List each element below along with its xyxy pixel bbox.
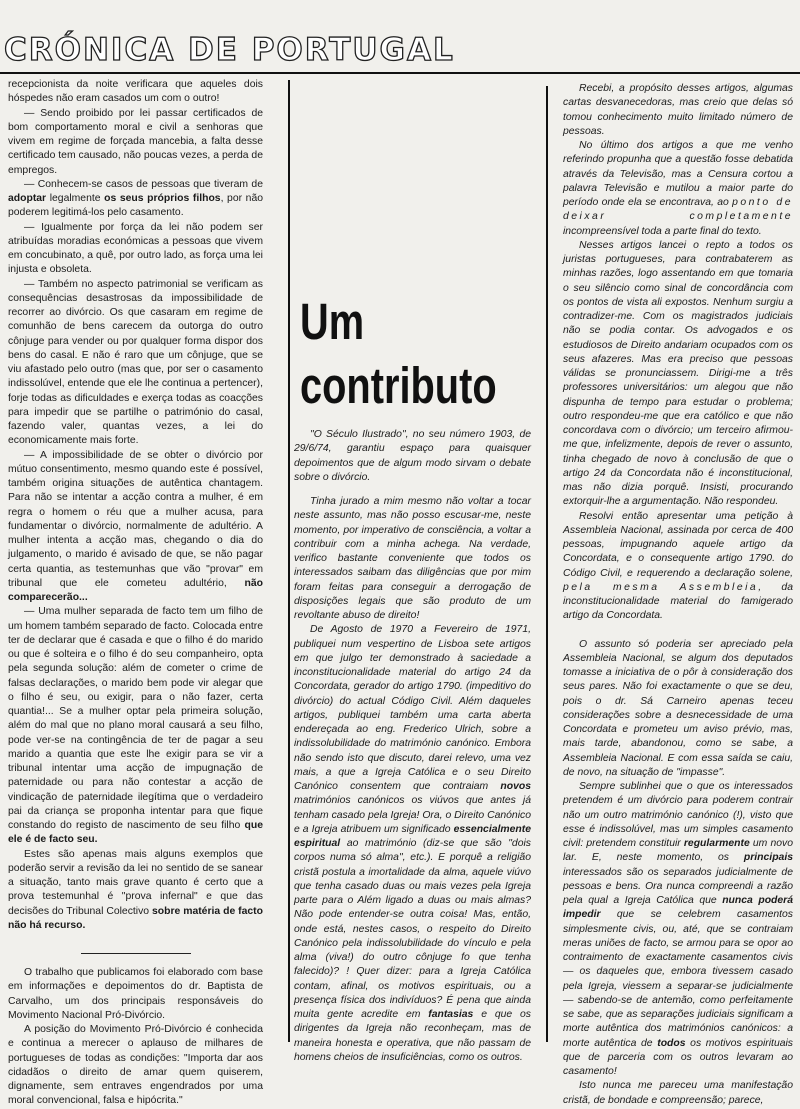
column-divider-right: [546, 86, 548, 1042]
paragraph: De Agosto de 1970 a Fevereiro de 1971, publiquei num vespertino de Lisboa sete artigos em que julgo ter demonstrado à saciedade a inconstitucionalidade material do artigo 24 da Concordata, gerador do artigo 1790. (impeditivo do divórcio) do actual Código Civil. Além daqueles artigos, publiquei também uma carta aberta endereçada ao eng. Frederico Ulrich, sobre a indissolubilidade do matrimónio canónico. Embora não sendo isto que discuto, darei relevo, uma vez mais, a que a Igreja Católica e o seu Direito Canónico consentem que contraiam novos matrimónios canónicos os viúvos que antes já tenham casado pela Igreja! Ora, o Direito Canónico e a Igreja atribuem um significado essencialmente espiritual ao matrimónio (diz-se que são "dois corpos numa só alma", etc.). E porquê a religião cristã postula a imortalidade da alma, aquele viúvo que tenha casado duas ou mais vezes pela Igreja parte para o Além ligado a duas ou mais almas? Não pode entender-se outra coisa! Mas, então, onde está, nestes casos, o respeito do Direito Canónico pela indissolubilidade do vínculo e pela alma (viva!) do outro cônjuge fo que tenha falecido)? ! Quer dizer: para a Igreja Católica contam, afinal, os motivos espirituais, ou a presença física dos indivíduos? É pena que ainda muita gente acredite em fantasias e que os dirigentes da Igreja não reconheçam, mas de maneira honesta e operativa, que não passam de homens cheios de insuficiências, como os outros.: [294, 624, 532, 1063]
paragraph: — Conhecem-se casos de pessoas que tiveram de adoptar legalmente os seus próprios filhos, por não poderem legitimá-los pelo casamento.: [8, 178, 264, 219]
paragraph: — Uma mulher separada de facto tem um filho de um homem também separado de facto. Colocada entre ter de declarar que é casada e que o filho é do marido ou que é solteira e o filho é do seu companheiro, opta pela segunda solução: além de cometer o crime de falsas declarações, o marido bem pode vir alegar que o filho é seu, ou exigir, para o não fazer, certa quantia!... Se a mulher optar pela primeira solução, além do mal que no plano moral causará a seu filho, pode ver-se na contingência de ter de pagar a seu marido a quantia que este lhe exigir para se vir a tribunal intentar uma acção de impugnação de paternidade ou para não contestar a acção de vindicação de paternidade ilegítima que o verdadeiro pai da criança se proponha intentar para que fique constando do registo de nascimento de seu filho que ele é de facto seu.: [8, 606, 263, 846]
section-title: CRÓNICA DE PORTUGAL: [4, 32, 455, 68]
paragraph: Resolvi então apresentar uma petição à Assembleia Nacional, assinada por cerca de 400 pessoas, impugnando aquele artigo da Concordata, e o consequente artigo 1790. do Código Civil, e requerendo a declaração solene, pela mesma Assembleia, da inconstitucionalidade material do famigerado artigo da Concordata.: [563, 510, 793, 622]
paragraph: — Igualmente por força da lei não podem ser atribuídas moradias económicas a pessoas que vivem em concubinato, a quê, por outro lado, as força uma lei injusta e obsoleta.: [8, 221, 263, 276]
paragraph: — A impossibilidade de se obter o divórcio por mútuo consentimento, mesmo quando este é possível, também origina situações de autêntica chantagem. Para não se intentar a acção contra a mulher, é em regra o homem o réu que a mulher acusa, para fundamentar o divórcio, normalmente de adultério. A mulher intenta a acção mas, chegando o dia do julgamento, o marido é avisado de que, se não pagar certa quantia, as testemunhas que vão "provar" em tribunal que ele cometeu adultério, não comparecerão...: [8, 449, 263, 603]
paragraph: Recebi, a propósito desses artigos, algumas cartas desvanecedoras, mas creio que delas só tomou conhecimento muito limitado número de pessoas.: [563, 83, 793, 137]
column-divider-left: [288, 80, 290, 1042]
header-rule: [0, 72, 800, 74]
paragraph: Nesses artigos lancei o repto a todos os juristas portugueses, para contrabaterem as minhas razões, logo assentando em que tomaria o seu silêncio como sinal de concordância com os pontos de vista ali expostos. Nenhum surgiu a contradizer-me. Com os magistrados judiciais não se podia contar. Os advogados e os estudiosos de Direito andariam ocupados com os seus afazeres. Mas era preciso que pessoas válidas se pronunciassem. Dirigi-me a três professores universitários: um alegou que não dispunha de tempo para estudar o problema; outro respondeu-me que era católico e que não concordava com o divórcio; um terceiro afirmou-me que, infelizmente, depois de rever o assunto, tinha chegado de novo à conclusão de que o artigo 24 da Concordata não é inconstitucional, mas não dizia porquê. Insisti, procurando extorquir-lhe a argumentação. Não respondeu.: [563, 239, 793, 508]
column-right: [563, 82, 794, 1106]
column-left: [8, 78, 264, 1107]
paragraph: No último dos artigos a que me venho referindo propunha que a questão fosse debatida através da Televisão, mas a Censura cortou a palavra Televisão e mutilou a maior parte do período onde ela se encontrava, ao ponto de deixar completamente incompreensível toda a parte final do texto.: [563, 140, 793, 237]
paragraph: — Sendo proibido por lei passar certificados de bom comportamento moral e civil a senhoras que vivem em regime de forçada mancebia, a falta desse certificado tem causado, não poucas vezes, a perda de empregos.: [8, 107, 263, 176]
paragraph: Tinha jurado a mim mesmo não voltar a tocar neste assunto, mas não posso escusar-me, neste momento, por imperativo de consciência, a voltar a contribuir com a minha achega. Na verdade, verifico bastante conveniente que todos os interessados saibam das diligências que por mim foram feitas para conseguir a derrogação de disposições legais que são produto de um revoltante abuso de direito!: [294, 496, 531, 621]
paragraph: recepcionista da noite verificara que aqueles dois hóspedes não eram casados um com o outro!: [8, 79, 263, 105]
paragraph: O trabalho que publicamos foi elaborado com base em informações e depoimentos do dr. Baptista de Carvalho, um dos principais responsáveis do Movimento Nacional Pró-Divórcio.: [8, 967, 263, 1021]
paragraph: "O Século Ilustrado", no seu número 1903, de 29/6/74, garantiu espaço para quaisquer depoimentos que de algum modo sirvam o debate sobre o divórcio.: [294, 429, 531, 483]
headline-line: Um: [300, 293, 365, 350]
column-middle: [294, 428, 532, 1063]
section-separator: [81, 953, 191, 954]
paragraph: Estes são apenas mais alguns exemplos que poderão servir a revisão da lei no sentido de se sanear a situação, tanto mais grave quanto é certo que a prova testemunhal é "prova infernal" e que das decisões do Tribunal Colectivo sobre matéria de facto não há recurso.: [8, 848, 263, 931]
page-header: [0, 0, 800, 76]
paragraph: Sempre sublinhei que o que os interessados pretendem é um divórcio para poderem contrair não um outro matrimónio canónico (!), visto que esse é indissolúvel, mas um simples casamento civil: pretendem constituir regularmente um novo lar. E, neste momento, os principais interessados são os separados judicialmente de pessoas e bens. Ora nunca compreendi a razão pela qual a Igreja Católica que nunca poderá impedir que se celebrem casamentos simplesmente civis, ou, até, que se contraiam meras uniões de facto, se armou para se opor ao contraimento de exactamente casamentos civis — os daqueles que, embora tivessem casado pela Igreja, viessem a separar-se judicialmente — sabendo-se de antemão, como perfeitamente se sabe, que as separações judiciais significam a morte autêntica dos matrimónios canónicos: a morte autêntica de todos os motivos espirituais que de parceria com os outros levaram ao casamento!: [563, 781, 794, 1077]
paragraph: Isto nunca me pareceu uma manifestação cristã, de bondade e compreensão; parece,: [563, 1080, 793, 1106]
article-headline: [300, 290, 497, 418]
paragraph: O assunto só poderia ser apreciado pela Assembleia Nacional, se algum dos deputados tomasse a iniciativa de o pôr à consideração dos seus pares. Não foi exactamente o que se deu, pois o dr. Sá Carneiro apenas teceu considerações sobre a desnecessidade de uma Concordata e prometeu um aviso prévio, mas, mais tarde, abandonou, como se sabe, a Assembleia Nacional. E com essa saída se caiu, de novo, na situação de "impasse".: [563, 638, 793, 778]
headline-line: contributo: [300, 357, 497, 414]
paragraph: A posição do Movimento Pró-Divórcio é conhecida e continua a merecer o aplauso de milhares de portugueses de todas as condições: "Importa dar aos cidadãos o direito de amar quem quiserem, dignamente, sem entraves engendrados por uma moral convencional, falsa e hipócrita.": [8, 1024, 263, 1107]
paragraph: — Também no aspecto patrimonial se verificam as consequências desastrosas da impossibilidade de recorrer ao divórcio. Os que casaram em regime de comunhão de bens carecem da outorga do outro cônjuge para vender ou por qualquer forma dispor dos bens do casal. E não é raro que um cônjuge, que se viu afastado pelo outro (mas que, por ser o casamento indissolúvel, entende que ele lhe continua a pertencer), forje todas as dificuldades e exerça todas as coacções para impedir que se partilhe o património do casal, fazendo valer, quantas vezes, a lei do economicamente mais forte.: [8, 278, 263, 447]
